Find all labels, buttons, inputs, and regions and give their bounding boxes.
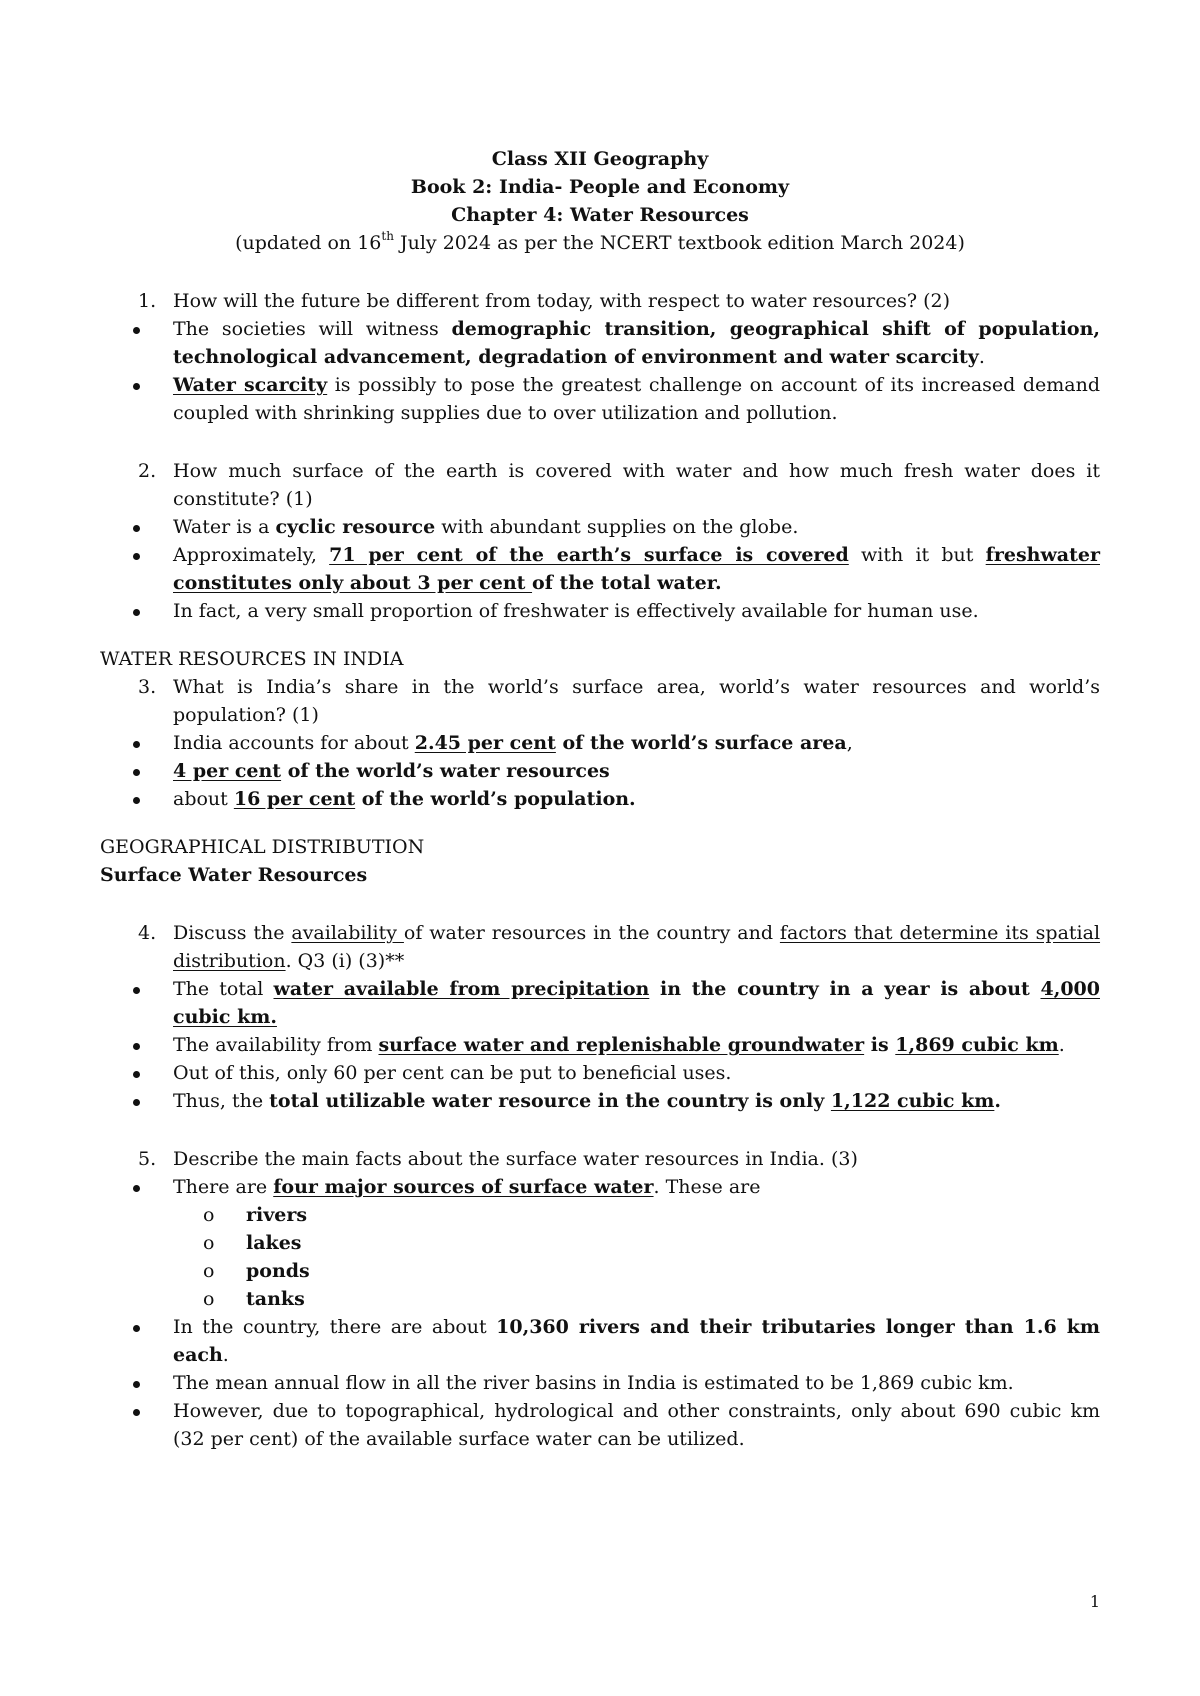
question-text: How will the future be different from today, with respect to water resources? (2): [173, 290, 951, 312]
list-item: about 16 per cent of the world’s population.: [100, 785, 1100, 813]
bullet-icon: [133, 769, 140, 776]
circle-bullet-icon: o: [203, 1260, 215, 1282]
question-number: 3.: [138, 676, 157, 698]
list-item: The total water available from precipitation in the country in a year is about 4,000 cubic km.: [100, 975, 1100, 1031]
sub-list-item: o rivers: [100, 1201, 1100, 1229]
question-1: [100, 287, 1100, 315]
sub-list-item: o tanks: [100, 1285, 1100, 1313]
question-text: Describe the main facts about the surface water resources in India. (3): [173, 1148, 858, 1170]
bullet-icon: [133, 1409, 140, 1416]
update-note: [100, 229, 1100, 257]
document-page: [100, 145, 1100, 1453]
question-4: 4. Discuss the availability of water resources in the country and factors that determine its spatial distribution. Q3 (i) (3)**: [100, 919, 1100, 975]
list-item: Water scarcity is possibly to pose the greatest challenge on account of its increased demand coupled with shrinking supplies due to over utilization and pollution.: [100, 371, 1100, 427]
bullet-icon: [133, 1381, 140, 1388]
sub-list-item: o ponds: [100, 1257, 1100, 1285]
bullet-icon: [133, 525, 140, 532]
document-header: [100, 145, 1100, 257]
answer-list-3: [100, 729, 1100, 813]
list-item: Out of this, only 60 per cent can be put to beneficial uses.: [100, 1059, 1100, 1087]
bullet-icon: [133, 383, 140, 390]
answer-list-5b: [100, 1313, 1100, 1453]
question-number: 5.: [138, 1148, 157, 1170]
question-number: 2.: [138, 460, 157, 482]
bullet-icon: [133, 797, 140, 804]
page-number: 1: [1089, 1592, 1100, 1611]
bullet-icon: [133, 553, 140, 560]
answer-list-5: [100, 1173, 1100, 1201]
question-number: 1.: [138, 290, 157, 312]
answer-list-4: [100, 975, 1100, 1115]
circle-bullet-icon: o: [203, 1288, 215, 1310]
question-number: 4.: [138, 922, 157, 944]
question-2: [100, 457, 1100, 513]
update-note-pre: (updated on 16: [235, 232, 382, 254]
course-title: Class XII Geography: [491, 148, 709, 170]
update-note-sup: th: [381, 228, 394, 243]
list-item: The mean annual flow in all the river basins in India is estimated to be 1,869 cubic km.: [100, 1369, 1100, 1397]
question-text: How much surface of the earth is covered with water and how much fresh water does it constitute? (1): [173, 460, 1100, 510]
list-item: Approximately, 71 per cent of the earth’s surface is covered with it but freshwater constitutes only about 3 per cent of the total water.: [100, 541, 1100, 597]
circle-bullet-icon: o: [203, 1204, 215, 1226]
list-item: Thus, the total utilizable water resource in the country is only 1,122 cubic km.: [100, 1087, 1100, 1115]
list-item: In fact, a very small proportion of freshwater is effectively available for human use.: [100, 597, 1100, 625]
section-heading: GEOGRAPHICAL DISTRIBUTION: [100, 836, 425, 858]
answer-list-1: [100, 315, 1100, 427]
book-title: Book 2: India- People and Economy: [410, 176, 790, 198]
list-item: In the country, there are about 10,360 rivers and their tributaries longer than 1.6 km each.: [100, 1313, 1100, 1369]
sub-list-item: o lakes: [100, 1229, 1100, 1257]
list-item: There are four major sources of surface water. These are: [100, 1173, 1100, 1201]
bullet-icon: [133, 1325, 140, 1332]
chapter-title: Chapter 4: Water Resources: [451, 204, 749, 226]
bullet-icon: [133, 609, 140, 616]
question-5: [100, 1145, 1100, 1173]
bullet-icon: [133, 987, 140, 994]
list-item: However, due to topographical, hydrological and other constraints, only about 690 cubic km (32 per cent) of the available surface water can be utilized.: [100, 1397, 1100, 1453]
list-item: The availability from surface water and replenishable groundwater is 1,869 cubic km.: [100, 1031, 1100, 1059]
section-heading: WATER RESOURCES IN INDIA: [100, 648, 404, 670]
list-item: The societies will witness demographic transition, geographical shift of population, technological advancement, degradation of environment and water scarcity.: [100, 315, 1100, 371]
subsection-heading: Surface Water Resources: [100, 864, 368, 886]
list-item: India accounts for about 2.45 per cent of the world’s surface area,: [100, 729, 1100, 757]
circle-bullet-icon: o: [203, 1232, 215, 1254]
bullet-icon: [133, 327, 140, 334]
bullet-icon: [133, 1099, 140, 1106]
update-note-post: July 2024 as per the NCERT textbook edition March 2024): [393, 232, 965, 254]
bullet-icon: [133, 1071, 140, 1078]
question-text: What is India’s share in the world’s surface area, world’s water resources and world’s population? (1): [173, 676, 1100, 726]
answer-list-2: [100, 513, 1100, 625]
bullet-icon: [133, 1185, 140, 1192]
question-3: [100, 673, 1100, 729]
list-item: 4 per cent of the world’s water resources: [100, 757, 1100, 785]
bullet-icon: [133, 741, 140, 748]
sub-list-sources: [100, 1201, 1100, 1313]
bullet-icon: [133, 1043, 140, 1050]
list-item: Water is a cyclic resource with abundant supplies on the globe.: [100, 513, 1100, 541]
